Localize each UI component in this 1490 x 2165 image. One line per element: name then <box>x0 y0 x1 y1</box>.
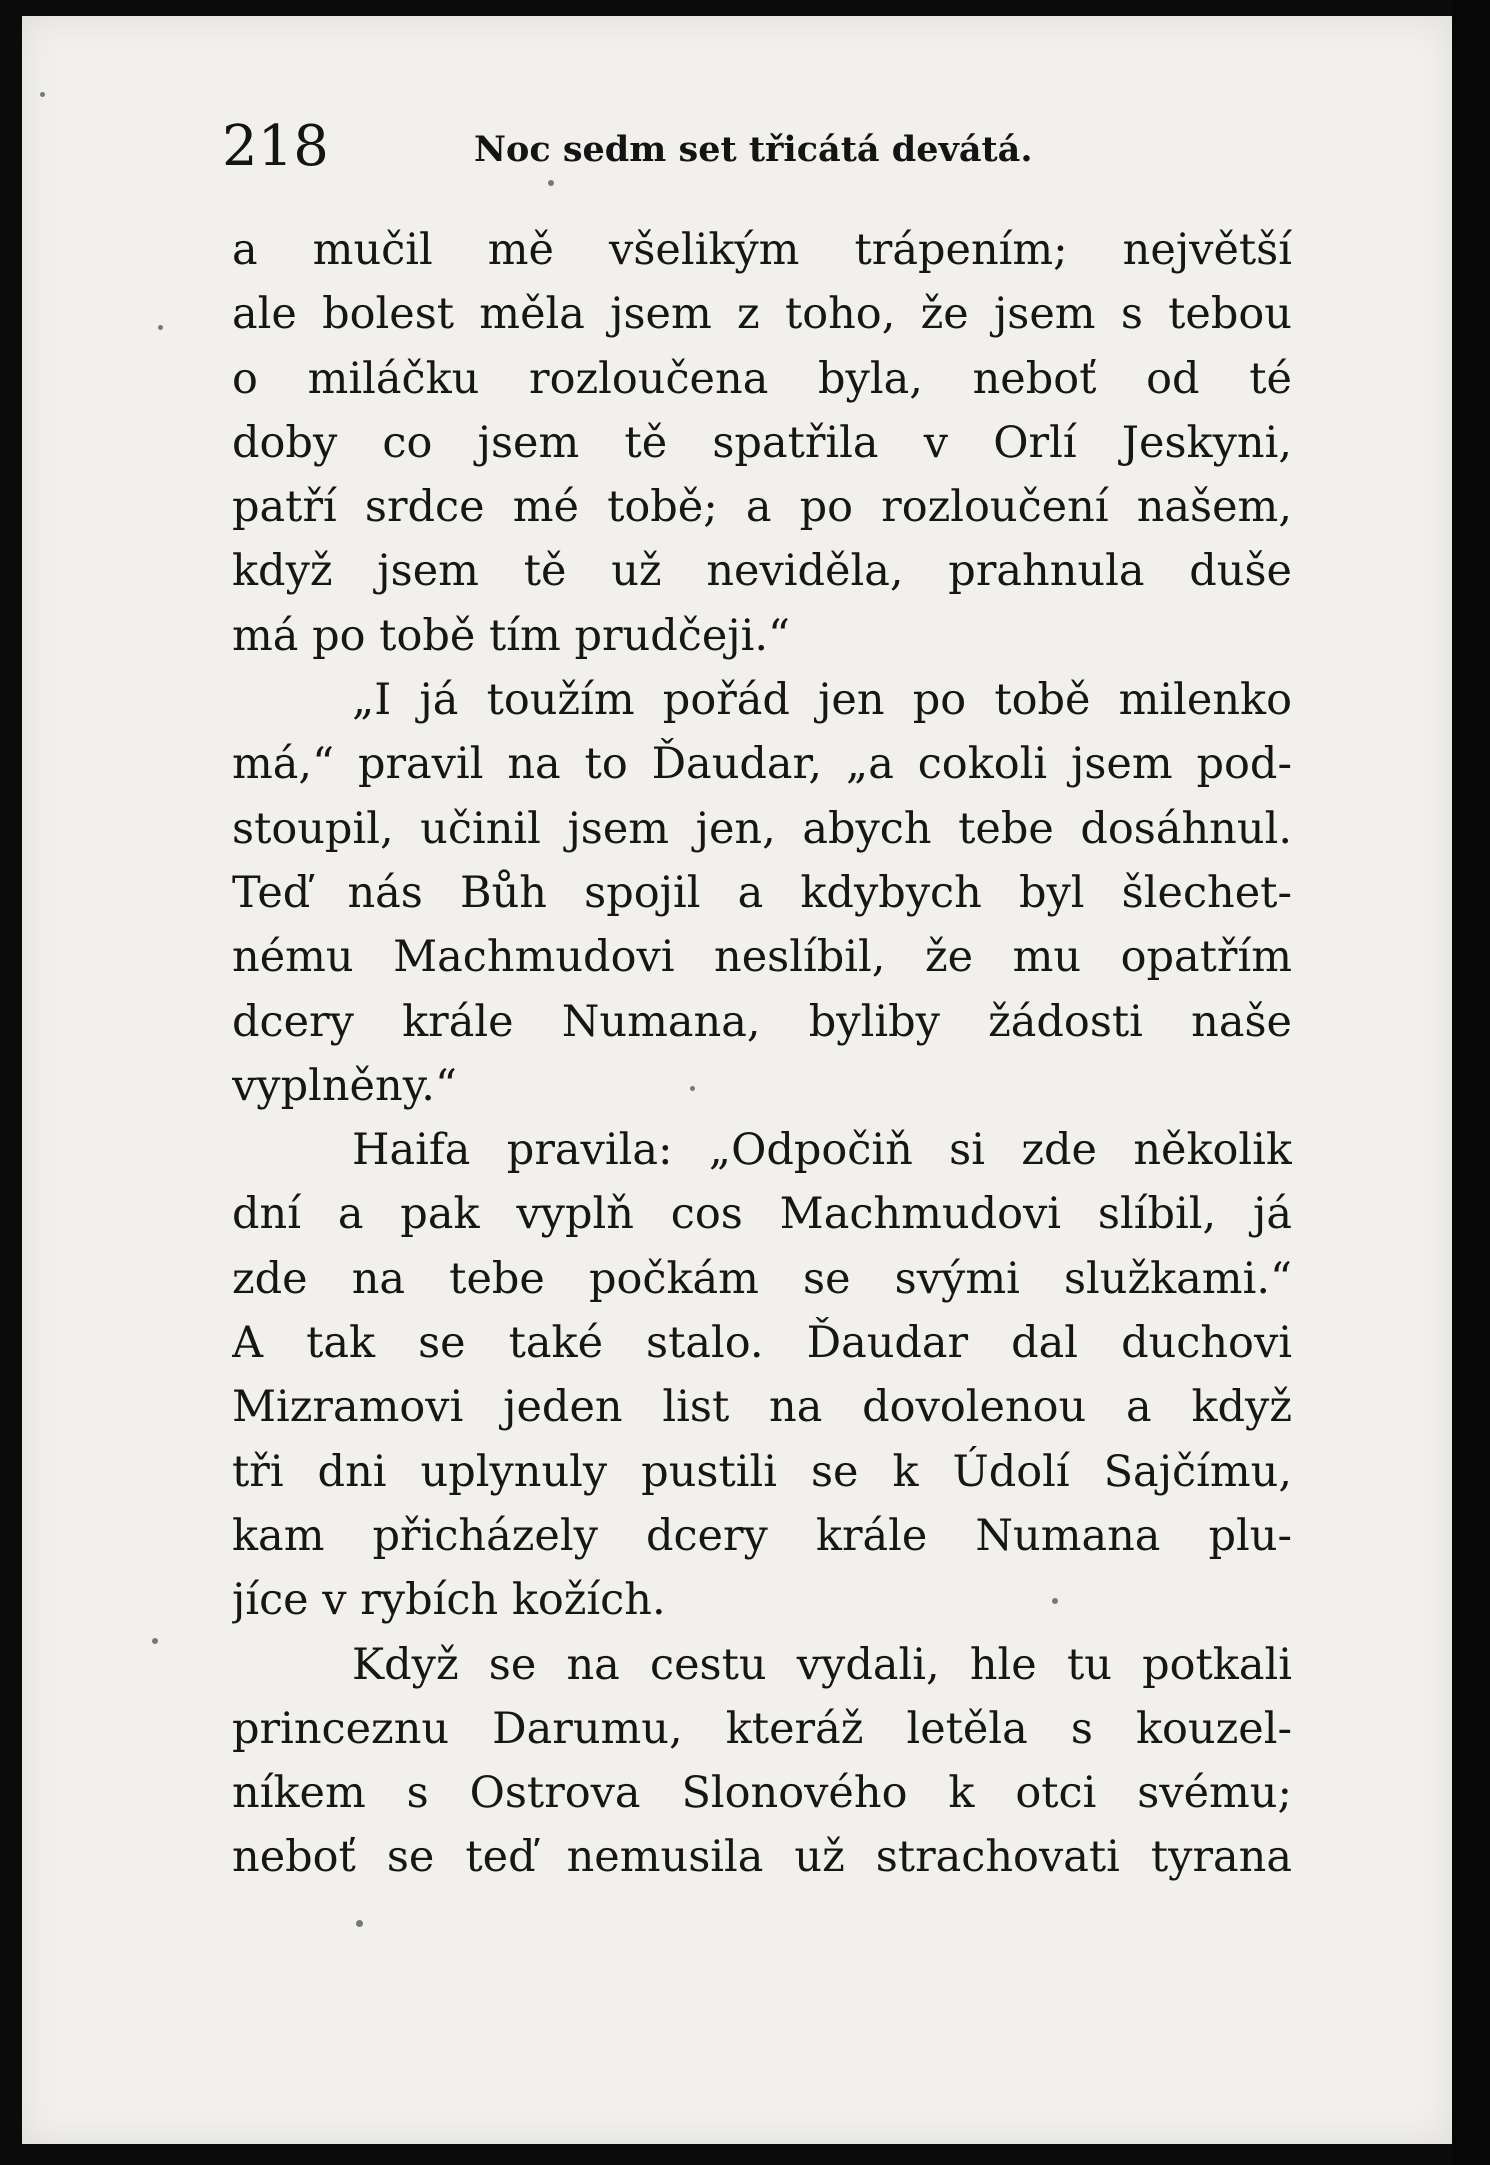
text-line: když jsem tě už neviděla, prahnula duše <box>232 546 1292 597</box>
text-line: zde na tebe počkám se svými služkami.“ <box>232 1253 1292 1304</box>
text-line: patří srdce mé tobě; a po rozloučení našem, <box>232 482 1292 533</box>
text-line: a mučil mě všelikým trápením; největší <box>232 225 1292 275</box>
text-line: A tak se také stalo. Ďaudar dal duchovi <box>232 1318 1292 1369</box>
ink-speck <box>158 325 163 330</box>
text-line: ale bolest měla jsem z toho, že jsem s tebou <box>232 289 1292 340</box>
text-line: má po tobě tím prudčeji.“ <box>232 610 791 661</box>
text-line: Mizramovi jeden list na dovolenou a když <box>232 1382 1292 1433</box>
page-header <box>222 112 1322 182</box>
ink-speck <box>152 1638 158 1644</box>
ink-speck <box>548 180 554 186</box>
text-line: dní a pak vyplň cos Machmudovi slíbil, já <box>232 1189 1292 1240</box>
text-line: má,“ pravil na to Ďaudar, „a cokoli jsem pod- <box>232 739 1292 790</box>
text-line: kam přicházely dcery krále Numana plu- <box>232 1510 1292 1561</box>
text-line: jíce v rybích kožích. <box>232 1575 666 1626</box>
text-line: níkem s Ostrova Slonového k otci svému; <box>232 1768 1292 1819</box>
text-line: doby co jsem tě spatřila v Orlí Jeskyni, <box>232 417 1292 468</box>
text-line: princeznu Darumu, kteráž letěla s kouzel- <box>232 1703 1292 1754</box>
text-line: tři dni uplynuly pustili se k Údolí Sajčímu, <box>232 1446 1292 1497</box>
ink-speck <box>40 92 45 97</box>
text-line: dcery krále Numana, byliby žádosti naše <box>232 996 1292 1047</box>
text-line: nému Machmudovi neslíbil, že mu opatřím <box>232 932 1292 983</box>
ink-speck <box>690 1086 695 1091</box>
text-line: Haifa pravila: „Odpočiň si zde několik <box>352 1125 1292 1176</box>
text-line: vyplněny.“ <box>232 1060 457 1111</box>
text-line: Když se na cestu vydali, hle tu potkali <box>352 1639 1292 1690</box>
running-title: Noc sedm set třicátá devátá. <box>474 129 1033 170</box>
dark-scan-border <box>1452 0 1490 2165</box>
page-number: 218 <box>222 114 329 179</box>
text-line: Teď nás Bůh spojil a kdybych byl šlechet- <box>232 867 1292 918</box>
text-line: o miláčku rozloučena byla, neboť od té <box>232 353 1292 404</box>
ink-speck <box>1052 1598 1058 1604</box>
text-line: neboť se teď nemusila už strachovati tyrana <box>232 1832 1292 1883</box>
ink-speck <box>356 1920 363 1927</box>
text-line: stoupil, učinil jsem jen, abych tebe dosáhnul. <box>232 803 1292 854</box>
text-line: „I já toužím pořád jen po tobě milenko <box>352 675 1292 726</box>
body-text <box>232 218 1292 1890</box>
